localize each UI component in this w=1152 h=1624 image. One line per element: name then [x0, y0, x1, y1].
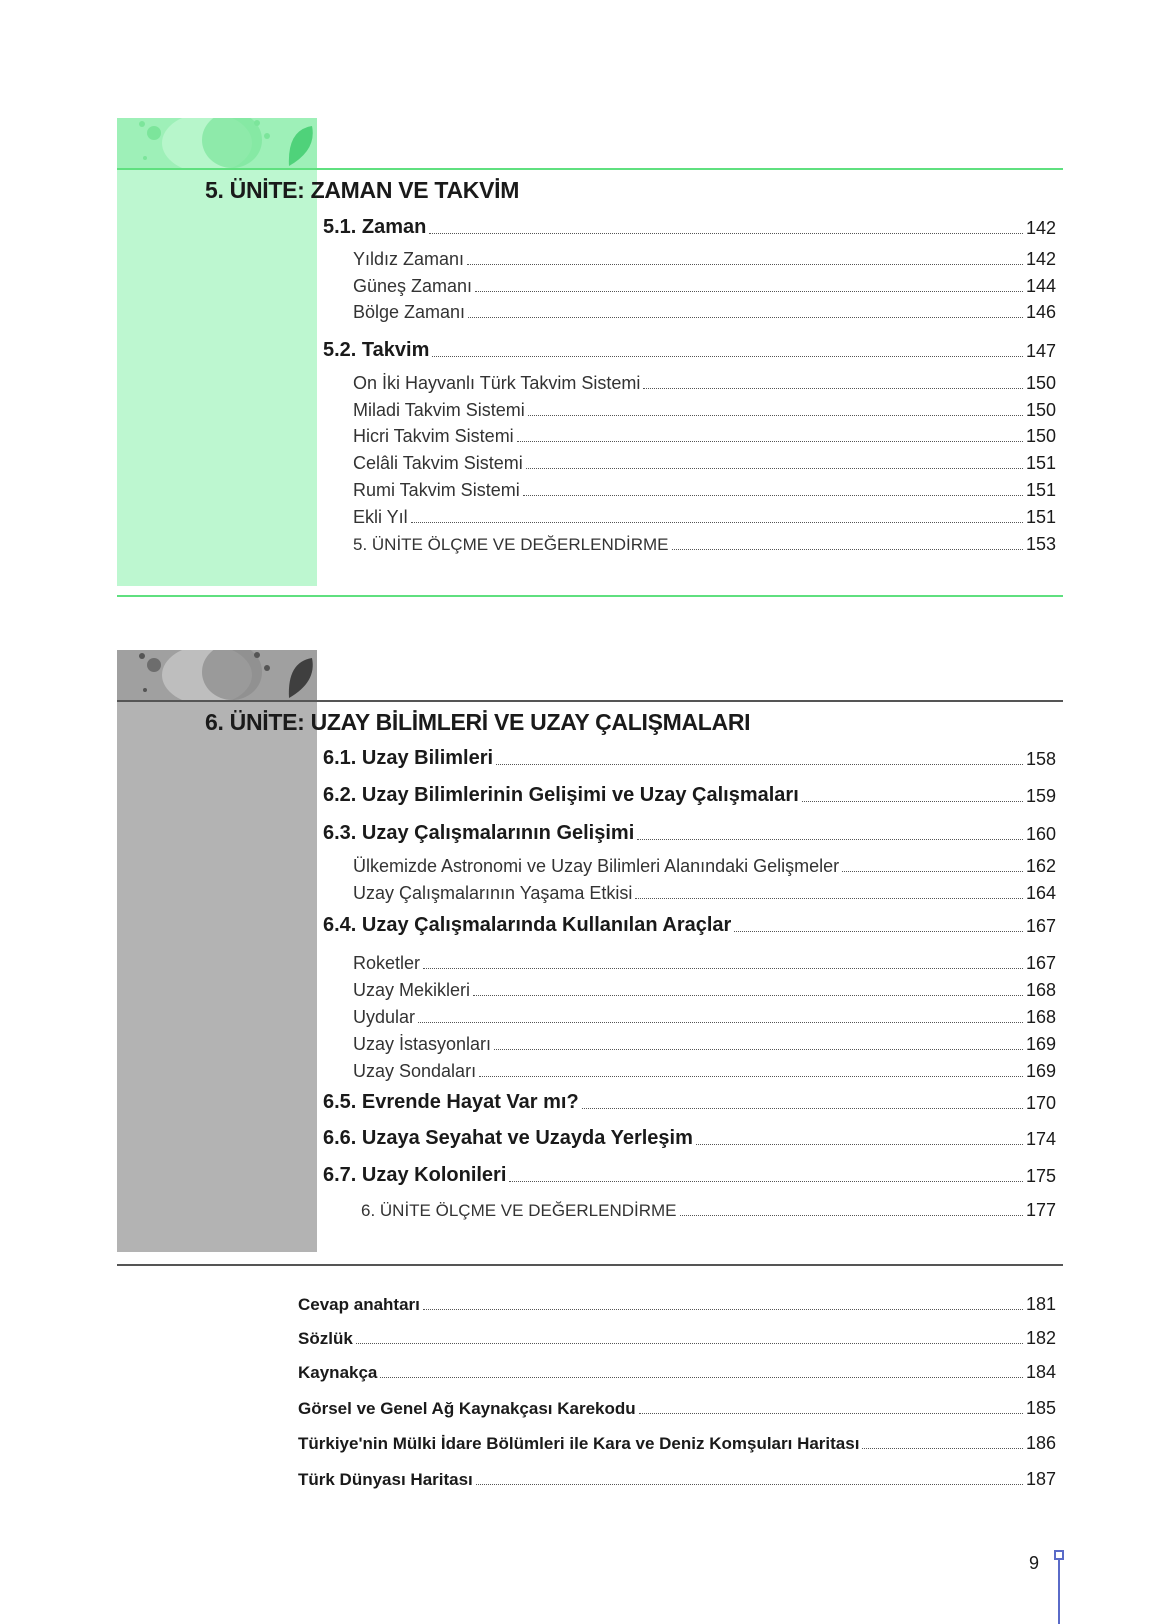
toc-entry-label: 6.3. Uzay Çalışmalarının Gelişimi: [323, 822, 635, 844]
toc-entry[interactable]: [323, 1164, 1056, 1187]
toc-entry-page: 159: [1025, 786, 1056, 806]
toc-entry[interactable]: [353, 249, 1056, 270]
toc-entry-page: 184: [1025, 1362, 1056, 1382]
toc-entry[interactable]: [353, 480, 1056, 501]
toc-entry[interactable]: [298, 1469, 1056, 1490]
toc-entry-label: Kaynakça: [298, 1363, 378, 1382]
toc-entry-label: Ülkemizde Astronomi ve Uzay Bilimleri Alanındaki Gelişmeler: [353, 856, 840, 876]
toc-entry[interactable]: [353, 534, 1056, 555]
toc-entry-label: Cevap anahtarı: [298, 1295, 420, 1314]
toc-entry[interactable]: [323, 339, 1056, 362]
toc-entry-label: Uzay Çalışmalarının Yaşama Etkisi: [353, 883, 633, 903]
unit5-bottom-rule: [117, 595, 1063, 597]
toc-entry-page: 168: [1025, 980, 1056, 1000]
toc-entry-label: 6.4. Uzay Çalışmalarında Kullanılan Araçlar: [323, 914, 732, 936]
toc-entry-label: 6.7. Uzay Kolonileri: [323, 1164, 507, 1186]
toc-entry-page: 174: [1025, 1129, 1056, 1149]
toc-entry-page: 162: [1025, 856, 1056, 876]
toc-entry[interactable]: [353, 373, 1056, 394]
toc-entry-page: 182: [1025, 1328, 1056, 1348]
toc-entry-label: Türkiye'nin Mülki İdare Bölümleri ile Kara ve Deniz Komşuları Haritası: [298, 1434, 860, 1453]
toc-entry-label: Türk Dünyası Haritası: [298, 1470, 473, 1489]
toc-entry-page: 151: [1025, 507, 1056, 527]
toc-entry-label: 6.6. Uzaya Seyahat ve Uzayda Yerleşim: [323, 1127, 693, 1149]
toc-entry[interactable]: [323, 914, 1056, 937]
toc-entry[interactable]: [323, 822, 1056, 845]
toc-entry-label: 5.2. Takvim: [323, 339, 430, 361]
toc-entry[interactable]: [353, 856, 1056, 877]
toc-entry[interactable]: [353, 953, 1056, 974]
toc-entry-label: Rumi Takvim Sistemi: [353, 480, 520, 500]
toc-entry[interactable]: [353, 980, 1056, 1001]
toc-entry[interactable]: [298, 1328, 1056, 1349]
unit6-decoration: [117, 650, 317, 700]
toc-entry-page: 185: [1025, 1398, 1056, 1418]
toc-entry[interactable]: [353, 400, 1056, 421]
toc-entry[interactable]: [298, 1433, 1056, 1454]
toc-entry-page: 175: [1025, 1166, 1056, 1186]
unit6-sidebar-panel: [117, 650, 317, 1252]
toc-entry-label: Hicri Takvim Sistemi: [353, 426, 514, 446]
toc-entry[interactable]: [353, 883, 1056, 904]
toc-entry[interactable]: [323, 1127, 1056, 1150]
toc-entry-label: 6.1. Uzay Bilimleri: [323, 747, 494, 769]
toc-entry[interactable]: [361, 1200, 1056, 1221]
toc-entry[interactable]: [353, 276, 1056, 297]
toc-entry[interactable]: [323, 784, 1056, 807]
page-marker-icon: [1054, 1550, 1064, 1560]
toc-entry-label: 6.2. Uzay Bilimlerinin Gelişimi ve Uzay Çalışmaları: [323, 784, 799, 806]
toc-entry-page: 168: [1025, 1007, 1056, 1027]
toc-entry-page: 169: [1025, 1061, 1056, 1081]
toc-entry-label: 5.1. Zaman: [323, 216, 427, 238]
toc-entry-page: 167: [1025, 916, 1056, 936]
toc-entry-page: 160: [1025, 824, 1056, 844]
toc-entry-page: 146: [1025, 302, 1056, 322]
toc-entry-page: 151: [1025, 480, 1056, 500]
toc-entry-page: 144: [1025, 276, 1056, 296]
toc-entry-label: Uzay Mekikleri: [353, 980, 471, 1000]
toc-entry-page: 150: [1025, 400, 1056, 420]
toc-entry[interactable]: [298, 1398, 1056, 1419]
toc-entry-label: Miladi Takvim Sistemi: [353, 400, 525, 420]
toc-entry-label: Sözlük: [298, 1329, 353, 1348]
toc-entry-label: Uzay Sondaları: [353, 1061, 477, 1081]
toc-entry[interactable]: [353, 1007, 1056, 1028]
toc-entry-label: Uzay İstasyonları: [353, 1034, 492, 1054]
toc-entry-page: 142: [1025, 249, 1056, 269]
toc-entry-label: Görsel ve Genel Ağ Kaynakçası Karekodu: [298, 1399, 636, 1418]
toc-entry-page: 167: [1025, 953, 1056, 973]
toc-entry-page: 181: [1025, 1294, 1056, 1314]
toc-entry[interactable]: [353, 1034, 1056, 1055]
toc-entry-page: 147: [1025, 341, 1056, 361]
toc-entry-page: 142: [1025, 218, 1056, 238]
page-marker-rule: [1058, 1560, 1060, 1624]
toc-entry-page: 187: [1025, 1469, 1056, 1489]
toc-entry-label: 6.5. Evrende Hayat Var mı?: [323, 1091, 579, 1113]
toc-entry-label: Yıldız Zamanı: [353, 249, 465, 269]
unit5-decoration: [117, 118, 317, 168]
toc-entry-label: On İki Hayvanlı Türk Takvim Sistemi: [353, 373, 641, 393]
toc-entry-label: 5. ÜNİTE ÖLÇME VE DEĞERLENDİRME: [353, 535, 669, 554]
toc-entry-page: 150: [1025, 373, 1056, 393]
toc-entry[interactable]: [323, 747, 1056, 770]
unit5-title: 5. ÜNİTE: ZAMAN VE TAKVİM: [205, 177, 520, 203]
toc-entry-page: 158: [1025, 749, 1056, 769]
unit6-bottom-rule: [117, 1264, 1063, 1266]
toc-entry-page: 150: [1025, 426, 1056, 446]
toc-entry-page: 164: [1025, 883, 1056, 903]
toc-entry-label: Güneş Zamanı: [353, 276, 473, 296]
toc-entry-page: 151: [1025, 453, 1056, 473]
unit6-title: 6. ÜNİTE: UZAY BİLİMLERİ VE UZAY ÇALIŞMALARI: [205, 709, 751, 735]
toc-entry[interactable]: [353, 453, 1056, 474]
toc-entry-page: 169: [1025, 1034, 1056, 1054]
toc-entry[interactable]: [323, 1091, 1056, 1114]
unit6-top-rule: [117, 700, 1063, 702]
toc-entry[interactable]: [353, 507, 1056, 528]
toc-entry[interactable]: [298, 1294, 1056, 1315]
toc-entry-label: Bölge Zamanı: [353, 302, 466, 322]
page-number: 9: [1029, 1553, 1040, 1573]
toc-entry-page: 186: [1025, 1433, 1056, 1453]
toc-entry-label: Roketler: [353, 953, 421, 973]
toc-entry-label: Celâli Takvim Sistemi: [353, 453, 523, 473]
toc-entry-label: Ekli Yıl: [353, 507, 408, 527]
toc-entry[interactable]: [323, 216, 1056, 239]
toc-entry-page: 177: [1025, 1200, 1056, 1220]
unit5-top-rule: [117, 168, 1063, 170]
toc-entry[interactable]: [353, 1061, 1056, 1082]
toc-entry-label: Uydular: [353, 1007, 416, 1027]
toc-entry[interactable]: [353, 426, 1056, 447]
toc-entry-page: 153: [1025, 534, 1056, 554]
toc-entry[interactable]: [298, 1362, 1056, 1383]
toc-entry-label: 6. ÜNİTE ÖLÇME VE DEĞERLENDİRME: [361, 1201, 677, 1220]
toc-entry-page: 170: [1025, 1093, 1056, 1113]
toc-entry[interactable]: [353, 302, 1056, 323]
